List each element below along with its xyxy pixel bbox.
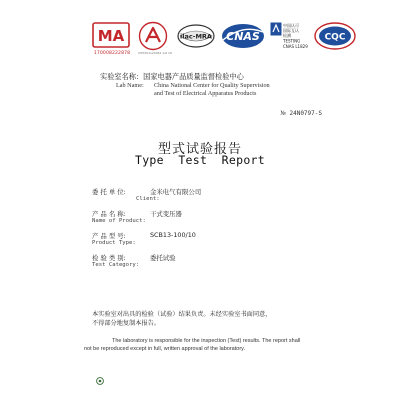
client-label-cn: 委 托 单 位: <box>92 188 126 196</box>
cma-logo-text: MA <box>97 27 125 45</box>
notice-cn <box>92 310 332 328</box>
client-label-en: Client: <box>136 196 160 202</box>
client-field <box>92 187 352 209</box>
notice-cn-line2: 不得部分地复制本报告。 <box>92 320 161 327</box>
testing-cn-line1: 中国认可 <box>283 23 299 28</box>
test-category-label-cn: 检 验 类 别: <box>92 254 126 262</box>
notice-cn-line1: 本实验室对出具的检验（试验）结果负责。未经实验室书面同意， <box>92 311 272 318</box>
client-value: 金米电气有限公司 <box>150 188 202 196</box>
lab-name-en-line1: China National Center for Quality Supervision <box>154 82 270 89</box>
product-name-label-cn: 产 品 名 称: <box>92 210 126 218</box>
notice-en-line2: not be reproduced except in full, written approval of the laboratory. <box>84 346 246 352</box>
testing-cn-line2: 国际互认 <box>283 28 299 33</box>
product-name-field <box>92 209 352 231</box>
notice-en-line1: The laboratory is responsible for the inspection (Test) results. The report shall <box>112 338 301 344</box>
test-category-label-en: Test Category: <box>92 262 140 268</box>
cal-caption: CNT201120061 1st 16 <box>138 51 172 55</box>
test-category-value: 委托试验 <box>150 254 176 262</box>
testing-en-line2: CNAS L1829 <box>283 44 308 49</box>
cqc-logo-icon <box>314 22 356 50</box>
testing-cn-line3: 检测 <box>283 33 291 38</box>
notice-en <box>84 337 372 353</box>
product-name-label-en: Name of Product: <box>92 218 146 224</box>
product-type-label-cn: 产 品 型 号: <box>92 232 126 240</box>
cal-logo-icon <box>138 21 168 51</box>
cma-number: 170008222878 <box>93 51 131 56</box>
header-logos <box>92 22 352 62</box>
report-title-en: Type Test Report <box>134 153 266 167</box>
lab-name-en-label: Lab Name: <box>116 82 144 89</box>
ilac-mra-logo-icon <box>176 22 216 50</box>
product-name-value: 干式变压器 <box>150 210 182 218</box>
cnas-logo-text: CNAS <box>226 30 260 43</box>
lab-name-en-line2: and Test of Electrical Apparatus Products <box>154 90 257 97</box>
cma-logo-icon <box>92 22 130 48</box>
report-number-sign: № <box>280 110 286 117</box>
testing-accreditation-mark-icon <box>270 22 314 52</box>
cqc-logo-text: CQC <box>324 32 346 43</box>
product-type-field <box>92 231 352 253</box>
cnas-logo-icon <box>220 22 266 50</box>
report-title-cn: 型式试验报告 <box>157 142 242 157</box>
report-number <box>280 110 322 117</box>
testing-en-line1: TESTING <box>283 38 301 44</box>
product-type-label-en: Product Type: <box>92 240 136 246</box>
seal-mark-icon <box>96 377 104 385</box>
test-category-field <box>92 253 352 275</box>
product-type-value: SCB13-100/10 <box>150 231 196 239</box>
report-number-value: 24N0797-S <box>289 110 322 117</box>
lab-name-cn: 实验室名称：国家电器产品质量监督检验中心 <box>100 72 244 81</box>
ilac-logo-text: ilac-MRA <box>180 32 212 41</box>
